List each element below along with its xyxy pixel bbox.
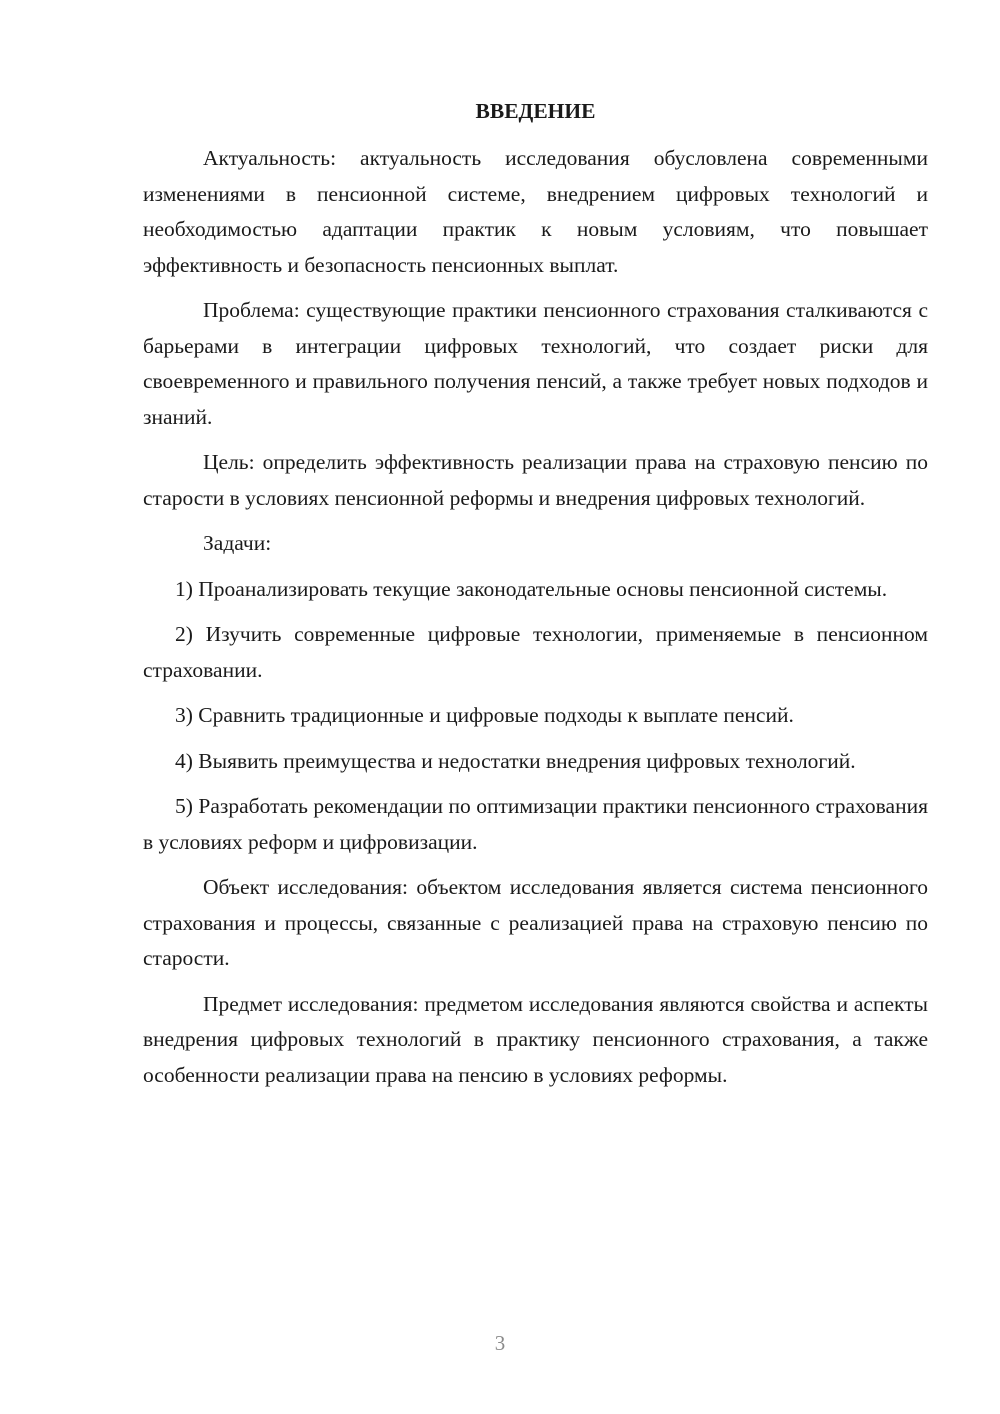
paragraph-subject: Предмет исследования: предметом исследования являются свойства и аспекты внедрения цифровых технологий в практику пенсионного страхования, а также особенности реализации права на пенсию в условиях реформы. [143, 991, 928, 1087]
task-item: 3) Сравнить традиционные и цифровые подходы к выплате пенсий. [175, 703, 794, 727]
page-title: ВВЕДЕНИЕ [475, 99, 596, 123]
tasks-heading: Задачи: [203, 531, 272, 555]
paragraph-relevance: Актуальность: актуальность исследования обусловлена современными изменениями в пенсионной системе, внедрением цифровых технологий и необходимостью адаптации практик к новым условиям, что повышает эффективность и безопасность пенсионных выплат. [143, 146, 928, 277]
task-item: 5) Разработать рекомендации по оптимизации практики пенсионного страхования в условиях реформ и цифровизации. [143, 794, 928, 854]
task-item: 1) Проанализировать текущие законодательные основы пенсионной системы. [175, 576, 888, 601]
paragraph-problem: Проблема: существующие практики пенсионного страхования сталкиваются с барьерами в интеграции цифровых технологий, что создает риски для своевременного и правильного получения пенсий, а также требует новых подходов и знаний. [143, 298, 928, 429]
page-number: 3 [494, 1331, 506, 1355]
document-page [143, 96, 928, 1103]
paragraph-object: Объект исследования: объектом исследования является система пенсионного страхования и процессы, связанные с реализацией права на страховую пенсию по старости. [143, 875, 928, 970]
task-item: 4) Выявить преимущества и недостатки внедрения цифровых технологий. [175, 748, 856, 773]
paragraph-goal: Цель: определить эффективность реализации права на страховую пенсию по старости в условиях пенсионной реформы и внедрения цифровых технологий. [143, 450, 928, 510]
task-item: 2) Изучить современные цифровые технологии, применяемые в пенсионном страховании. [143, 622, 928, 682]
